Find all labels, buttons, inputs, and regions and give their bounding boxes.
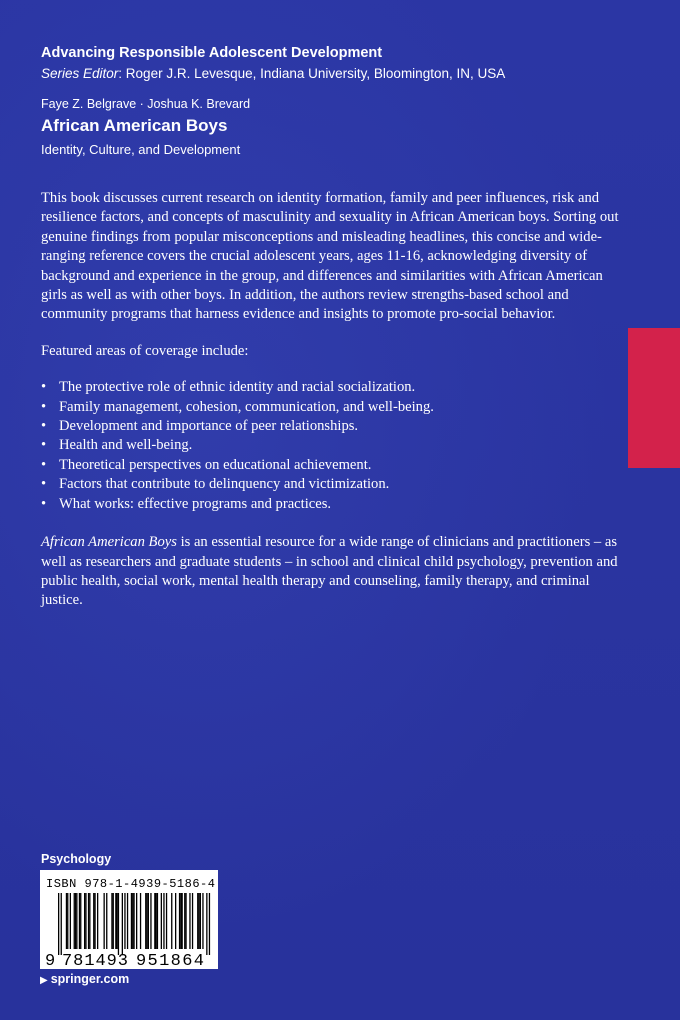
barcode-bar xyxy=(154,893,155,949)
barcode-bar xyxy=(74,893,75,949)
barcode-bar xyxy=(163,893,164,949)
featured-heading: Featured areas of coverage include: xyxy=(41,342,249,359)
book-title: African American Boys xyxy=(41,116,228,135)
closing-text: is an essential resource for a wide range of clinicians and practitioners – as well as researchers and graduate students – in school and clinical child psychology, prevention and public health, social work, mental health therapy and counseling, family therapy, and criminal justice. xyxy=(41,534,618,609)
barcode-bar xyxy=(209,893,210,955)
barcode-bar xyxy=(66,893,67,949)
barcode-bar xyxy=(118,893,119,955)
barcode-bar xyxy=(122,893,123,955)
barcode-icon xyxy=(44,893,214,969)
barcode-bar xyxy=(70,893,71,949)
closing-book-title: African American Boys xyxy=(41,534,177,551)
closing-paragraph xyxy=(41,533,621,611)
barcode-bar xyxy=(79,893,80,949)
barcode-bar xyxy=(124,893,125,949)
barcode-bar xyxy=(115,893,116,949)
barcode-bar xyxy=(61,893,62,955)
barcode-bar xyxy=(89,893,90,949)
bullet-icon: • xyxy=(41,456,47,473)
list-item: • Family management, cohesion, communication, and well-being. xyxy=(41,398,621,417)
barcode-bar xyxy=(84,893,85,949)
barcode-bar xyxy=(146,893,147,949)
barcode-bar xyxy=(80,893,81,949)
barcode-bar xyxy=(200,893,201,949)
barcode-bar xyxy=(157,893,158,949)
barcode-bar xyxy=(150,893,151,949)
barcode-bar xyxy=(166,893,167,949)
barcode-bar xyxy=(171,893,172,949)
isbn-label: ISBN 978-1-4939-5186-4 xyxy=(46,877,216,891)
barcode-bar xyxy=(198,893,199,949)
barcode-bar xyxy=(179,893,180,949)
blurb xyxy=(41,189,621,611)
publisher-url: springer.com xyxy=(50,972,130,986)
subject-category: Psychology xyxy=(41,852,112,866)
bullet-icon: • xyxy=(41,398,47,415)
series-editor-name: : Roger J.R. Levesque, Indiana University, Bloomington, IN, USA xyxy=(118,66,506,81)
book-authors: Faye Z. Belgrave · Joshua K. Brevard xyxy=(41,97,251,111)
barcode-bar xyxy=(192,893,193,949)
list-item: • What works: effective programs and practices. xyxy=(41,495,621,514)
barcode-bar xyxy=(85,893,86,949)
barcode-bar xyxy=(206,893,207,955)
barcode-bar xyxy=(94,893,95,949)
barcode-bar xyxy=(132,893,133,949)
list-item: • Development and importance of peer relationships. xyxy=(41,417,621,436)
barcode-bar xyxy=(75,893,76,949)
barcode-bar xyxy=(161,893,162,949)
triangle-right-icon: ▶ xyxy=(40,975,48,986)
list-item: • Theoretical perspectives on educational achievement. xyxy=(41,456,621,475)
series-editor xyxy=(41,66,505,81)
list-item: • Health and well-being. xyxy=(41,436,621,455)
featured-list xyxy=(41,378,621,514)
barcode-bar xyxy=(131,893,132,949)
bullet-icon: • xyxy=(41,495,47,512)
barcode-bar xyxy=(127,893,128,949)
barcode-bar xyxy=(111,893,112,949)
barcode-bar xyxy=(185,893,186,949)
bullet-icon: • xyxy=(41,476,47,493)
barcode-bar xyxy=(202,893,203,949)
barcode-bar xyxy=(76,893,77,949)
barcode-digit-first: 9 xyxy=(45,952,56,969)
barcode-bar xyxy=(197,893,198,949)
barcode-bar xyxy=(67,893,68,949)
barcode-bar xyxy=(117,893,118,949)
barcode-bar xyxy=(175,893,176,949)
barcode-bar xyxy=(184,893,185,949)
barcode-bar xyxy=(145,893,146,949)
barcode-bar xyxy=(156,893,157,949)
barcode xyxy=(40,870,218,969)
publisher-link[interactable] xyxy=(40,972,129,986)
barcode-bar xyxy=(136,893,137,949)
color-tab xyxy=(628,328,680,468)
barcode-bar xyxy=(58,893,59,955)
barcode-bar xyxy=(104,893,105,949)
barcode-bar xyxy=(182,893,183,949)
series-title: Advancing Responsible Adolescent Development xyxy=(41,45,383,61)
barcode-bar xyxy=(148,893,149,949)
series-editor-label: Series Editor xyxy=(41,66,119,81)
description-paragraph: This book discusses current research on identity formation, family and peer influences, risk and resilience factors, and concepts of masculinity and sexuality in African American boys. Sorting out genuine findings from popular misconceptions and misleading headlines, this concise and wide-ranging reference covers the crucial adolescent years, ages 11-16, acknowledging diversity of background and experience in the group, and differences and similarities with African American girls as well as with other boys. In addition, the authors review strengths-based school and community programs that harness evidence and insights to promote pro-social behavior. xyxy=(41,190,619,323)
barcode-bar xyxy=(180,893,181,949)
barcode-digits-left: 781493 xyxy=(62,952,128,969)
barcode-bar xyxy=(93,893,94,949)
barcode-bar xyxy=(113,893,114,949)
barcode-bar xyxy=(106,893,107,949)
list-item: • Factors that contribute to delinquency and victimization. xyxy=(41,475,621,494)
bullet-icon: • xyxy=(41,437,47,454)
barcode-bar xyxy=(88,893,89,949)
barcode-bar xyxy=(97,893,98,949)
barcode-bar xyxy=(140,893,141,949)
bullet-icon: • xyxy=(41,379,47,396)
barcode-bar xyxy=(133,893,134,949)
barcode-digits-right: 951864 xyxy=(136,952,204,969)
barcode-bar xyxy=(189,893,190,949)
list-item: • The protective role of ethnic identity and racial socialization. xyxy=(41,378,621,397)
bullet-icon: • xyxy=(41,418,47,435)
book-subtitle: Identity, Culture, and Development xyxy=(41,142,241,157)
